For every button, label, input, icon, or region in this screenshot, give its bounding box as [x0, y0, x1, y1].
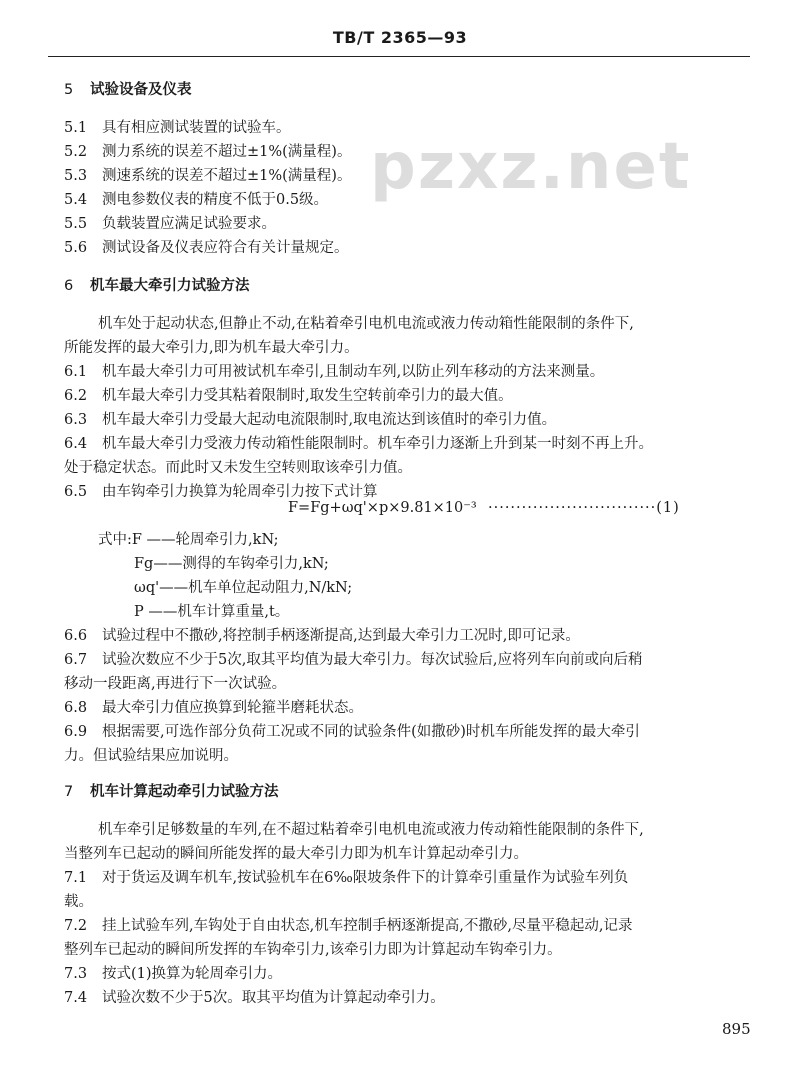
clause-5-1	[64, 118, 291, 138]
formula-number: ······························(1)	[488, 500, 680, 516]
clause-number: 6.8	[64, 700, 88, 716]
clause-text: 试验次数不少于5次。取其平均值为计算起动牵引力。	[102, 990, 445, 1006]
clause-6-9	[64, 722, 640, 742]
section-7-intro-line-1: 机车牵引足够数量的车列,在不超过粘着牵引电机电流或液力传动箱性能限制的条件下,	[98, 822, 644, 838]
clause-text: 测试设备及仪表应符合有关计量规定。	[102, 240, 349, 256]
clause-number: 5.4	[64, 192, 88, 208]
section-6-heading	[64, 276, 250, 296]
where-line-3: ωq'——机车单位起动阻力,N/kN;	[134, 580, 353, 596]
clause-6-9-continued: 力。但试验结果应加说明。	[64, 748, 238, 764]
clause-number: 7.4	[64, 990, 88, 1006]
clause-7-4	[64, 988, 445, 1008]
standard-header: TB/T 2365—93	[332, 28, 468, 47]
where-line-2: Fg——测得的车钩牵引力,kN;	[134, 556, 329, 572]
clause-6-4-continued: 处于稳定状态。而此时又未发生空转则取该牵引力值。	[64, 460, 412, 476]
clause-number: 6.4	[64, 436, 88, 452]
section-title: 机车计算起动牵引力试验方法	[90, 784, 279, 800]
section-5-heading	[64, 80, 192, 100]
clause-6-7-continued: 移动一段距离,再进行下一次试验。	[64, 676, 287, 692]
clause-number: 6.6	[64, 628, 88, 644]
section-number: 5	[64, 82, 74, 98]
clause-6-4	[64, 434, 653, 454]
clause-text: 对于货运及调车机车,按试验机车在6‰限坡条件下的计算牵引重量作为试验车列负	[102, 870, 629, 886]
clause-5-6	[64, 238, 349, 258]
where-line-1: 式中:F ——轮周牵引力,kN;	[98, 532, 279, 548]
clause-5-4	[64, 190, 328, 210]
clause-number: 5.5	[64, 216, 88, 232]
clause-number: 6.1	[64, 364, 88, 380]
clause-text: 机车最大牵引力可用被试机车牵引,且制动车列,以防止列车移动的方法来测量。	[102, 364, 605, 380]
clause-text: 最大牵引力值应换算到轮箍半磨耗状态。	[102, 700, 363, 716]
where-line-4: P ——机车计算重量,t。	[134, 604, 290, 620]
clause-number: 7.2	[64, 918, 88, 934]
clause-5-5	[64, 214, 276, 234]
clause-number: 7.1	[64, 870, 88, 886]
clause-number: 6.9	[64, 724, 88, 740]
clause-6-3	[64, 410, 556, 430]
section-number: 7	[64, 784, 74, 800]
clause-6-8	[64, 698, 363, 718]
clause-text: 具有相应测试装置的试验车。	[102, 120, 291, 136]
clause-6-1	[64, 362, 604, 382]
clause-text: 机车最大牵引力受液力传动箱性能限制时。机车牵引力逐渐上升到某一时刻不再上升。	[102, 436, 653, 452]
clause-6-5	[64, 482, 378, 502]
clause-text: 试验过程中不撒砂,将控制手柄逐渐提高,达到最大牵引力工况时,即可记录。	[102, 628, 580, 644]
clause-number: 5.3	[64, 168, 88, 184]
clause-5-3	[64, 166, 351, 186]
section-6-intro-line-2: 所能发挥的最大牵引力,即为机车最大牵引力。	[64, 340, 359, 356]
section-number: 6	[64, 278, 74, 294]
clause-text: 按式(1)换算为轮周牵引力。	[102, 966, 283, 982]
clause-text: 挂上试验车列,车钩处于自由状态,机车控制手柄逐渐提高,不撒砂,尽量平稳起动,记录	[102, 918, 633, 934]
clause-number: 6.2	[64, 388, 88, 404]
clause-text: 试验次数应不少于5次,取其平均值为最大牵引力。每次试验后,应将列车向前或向后稍	[102, 652, 643, 668]
clause-number: 7.3	[64, 966, 88, 982]
clause-text: 测力系统的误差不超过±1%(满量程)。	[102, 144, 352, 160]
clause-number: 5.2	[64, 144, 88, 160]
clause-7-2-continued: 整列车已起动的瞬间所发挥的车钩牵引力,该牵引力即为计算起动车钩牵引力。	[64, 942, 562, 958]
section-title: 机车最大牵引力试验方法	[90, 278, 250, 294]
section-7-heading	[64, 782, 279, 802]
clause-text: 负载装置应满足试验要求。	[102, 216, 276, 232]
clause-number: 6.5	[64, 484, 88, 500]
clause-number: 6.7	[64, 652, 88, 668]
clause-number: 6.3	[64, 412, 88, 428]
formula-1: F=Fg+ωq'×p×9.81×10⁻³	[288, 500, 477, 516]
clause-number: 5.6	[64, 240, 88, 256]
watermark: pzxz.net	[370, 130, 692, 204]
clause-text: 根据需要,可选作部分负荷工况或不同的试验条件(如撒砂)时机车所能发挥的最大牵引	[102, 724, 640, 740]
clause-6-7	[64, 650, 642, 670]
clause-number: 5.1	[64, 120, 88, 136]
clause-7-1	[64, 868, 628, 888]
section-6-intro-line-1: 机车处于起动状态,但静止不动,在粘着牵引电机电流或液力传动箱性能限制的条件下,	[98, 316, 634, 332]
clause-5-2	[64, 142, 351, 162]
clause-7-2	[64, 916, 633, 936]
clause-6-6	[64, 626, 580, 646]
clause-6-2	[64, 386, 513, 406]
clause-text: 机车最大牵引力受最大起动电流限制时,取电流达到该值时的牵引力值。	[102, 412, 557, 428]
section-title: 试验设备及仪表	[90, 82, 192, 98]
clause-text: 机车最大牵引力受其粘着限制时,取发生空转前牵引力的最大值。	[102, 388, 513, 404]
section-7-intro-line-2: 当整列车已起动的瞬间所能发挥的最大牵引力即为机车计算起动牵引力。	[64, 846, 528, 862]
page-number: 895	[722, 1020, 751, 1038]
clause-text: 测速系统的误差不超过±1%(满量程)。	[102, 168, 352, 184]
clause-7-1-continued: 载。	[64, 894, 93, 910]
header-rule	[48, 56, 750, 57]
clause-text: 由车钩牵引力换算为轮周牵引力按下式计算	[102, 484, 378, 500]
clause-7-3	[64, 964, 282, 984]
clause-text: 测电参数仪表的精度不低于0.5级。	[102, 192, 329, 208]
